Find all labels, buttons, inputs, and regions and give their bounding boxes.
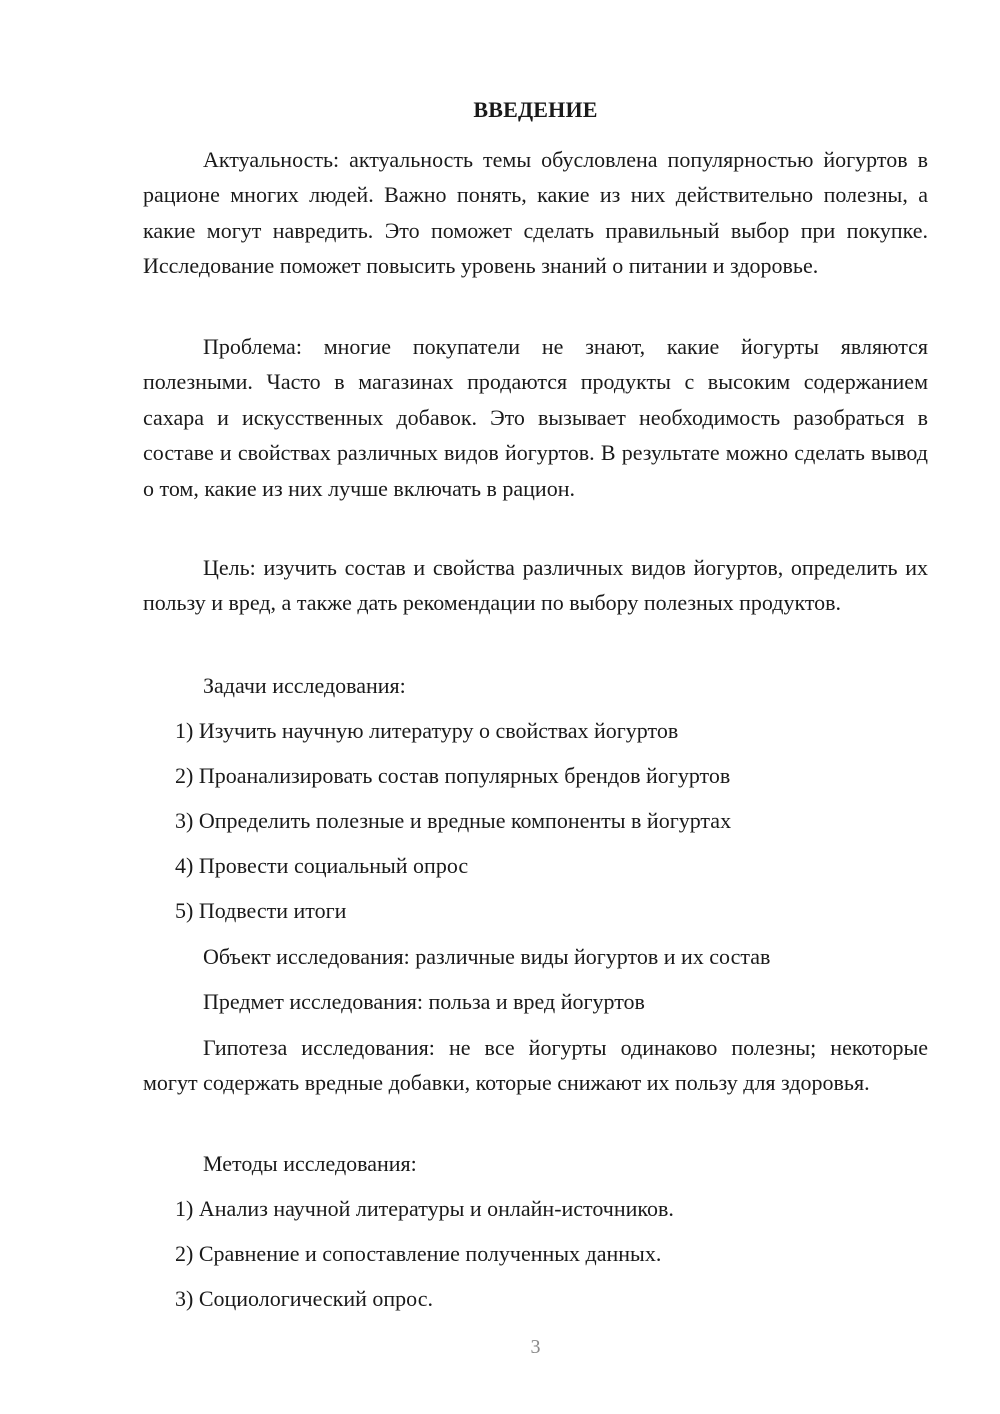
document-page bbox=[143, 0, 928, 1414]
tasks-heading: Задачи исследования: bbox=[203, 673, 406, 698]
task-item: 5) Подвести итоги bbox=[175, 898, 347, 923]
task-item: 1) Изучить научную литературу о свойствах йогуртов bbox=[175, 718, 679, 743]
hypothesis-paragraph: Гипотеза исследования: не все йогурты одинаково полезны; некоторые могут содержать вредные добавки, которые снижают их пользу для здоровья. bbox=[143, 1035, 928, 1096]
task-item: 2) Проанализировать состав популярных брендов йогуртов bbox=[175, 763, 731, 788]
page-number: 3 bbox=[530, 1336, 541, 1358]
problem-paragraph: Проблема: многие покупатели не знают, какие йогурты являются полезными. Часто в магазинах продаются продукты с высоким содержанием сахара и искусственных добавок. Это вызывает необходимость разобраться в составе и свойствах различных видов йогуртов. В результате можно сделать вывод о том, какие из них лучше включать в рацион. bbox=[143, 334, 928, 501]
method-item: 1) Анализ научной литературы и онлайн-источников. bbox=[175, 1196, 674, 1221]
subject-line: Предмет исследования: польза и вред йогуртов bbox=[203, 989, 645, 1014]
relevance-paragraph: Актуальность: актуальность темы обусловлена популярностью йогуртов в рационе многих людей. Важно понять, какие из них действительно полезны, а какие могут навредить. Это поможет сделать правильный выбор при покупке. Исследование поможет повысить уровень знаний о питании и здоровье. bbox=[143, 147, 928, 279]
task-item: 3) Определить полезные и вредные компоненты в йогуртах bbox=[175, 808, 732, 833]
object-line: Объект исследования: различные виды йогуртов и их состав bbox=[203, 944, 771, 969]
task-item: 4) Провести социальный опрос bbox=[175, 853, 469, 878]
methods-heading: Методы исследования: bbox=[203, 1151, 417, 1176]
method-item: 2) Сравнение и сопоставление полученных данных. bbox=[175, 1241, 662, 1266]
page-title: ВВЕДЕНИЕ bbox=[473, 97, 598, 122]
method-item: 3) Социологический опрос. bbox=[175, 1286, 433, 1311]
goal-paragraph: Цель: изучить состав и свойства различных видов йогуртов, определить их пользу и вред, а также дать рекомендации по выбору полезных продуктов. bbox=[143, 555, 928, 616]
